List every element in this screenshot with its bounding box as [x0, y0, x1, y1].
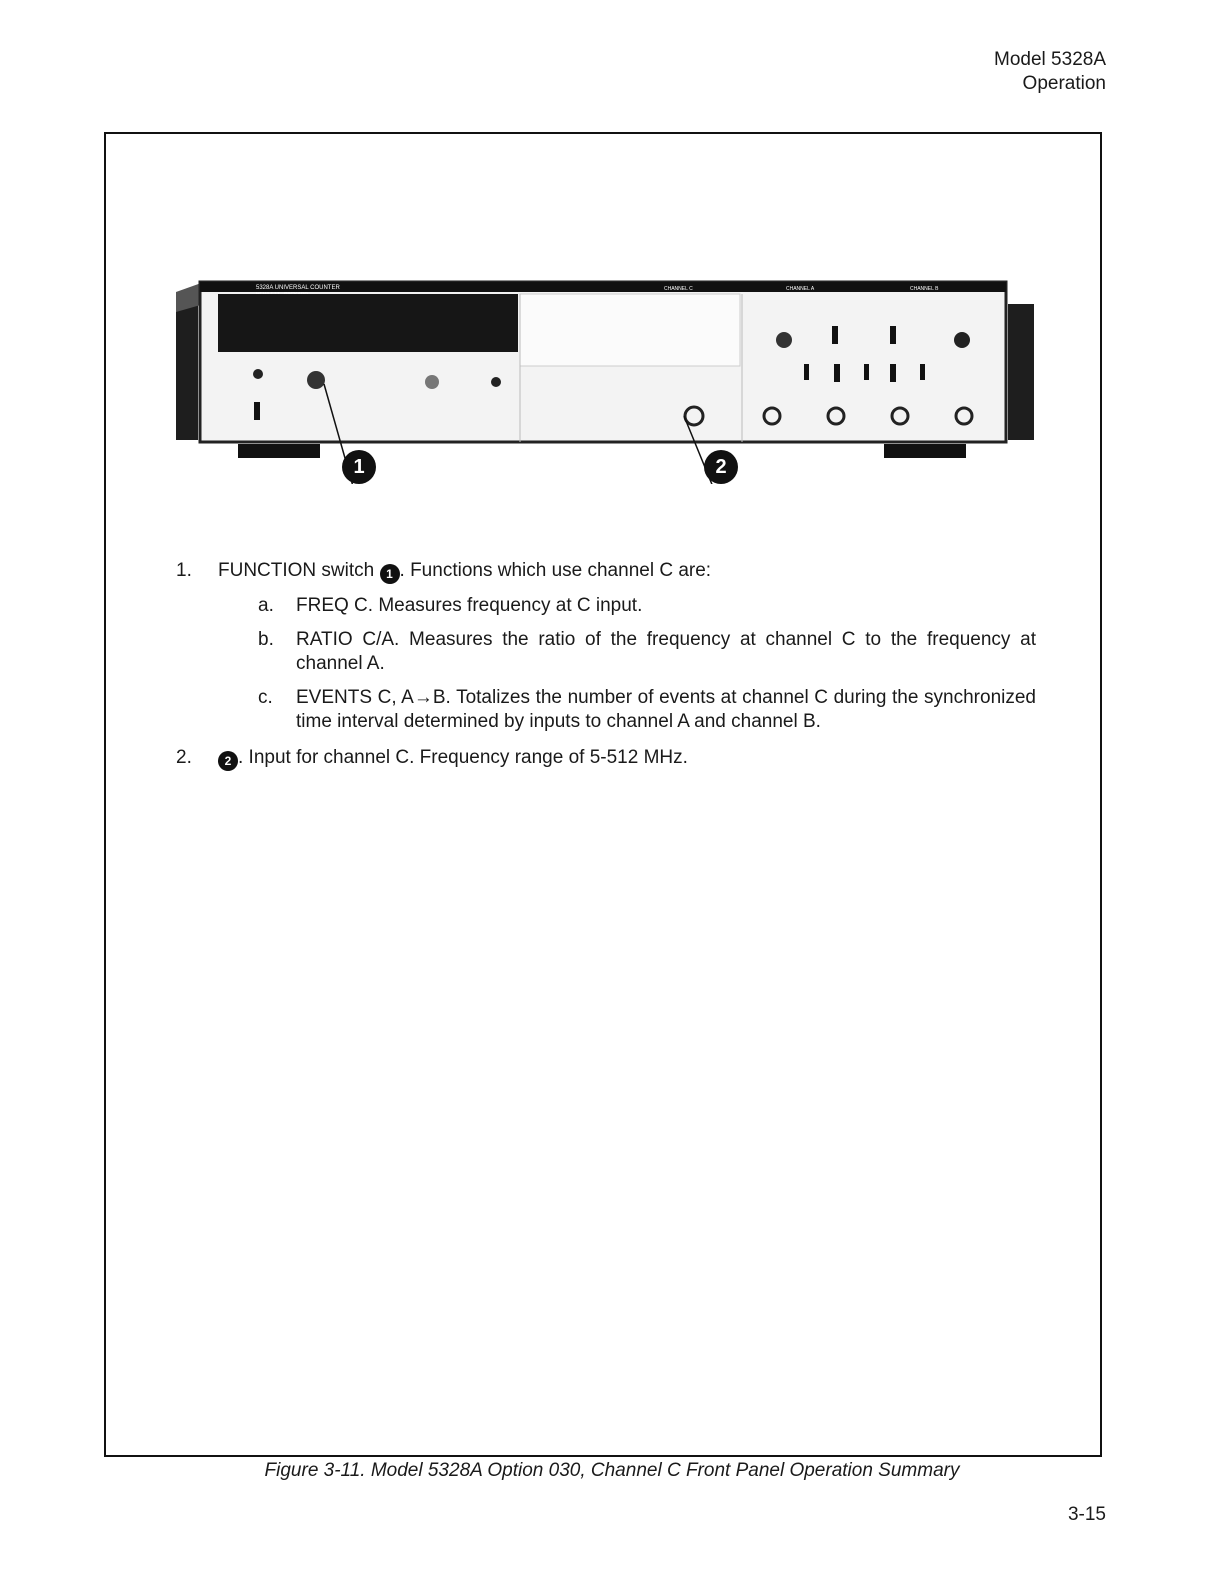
sample-rate-knob	[491, 377, 501, 387]
subitem-letter: c.	[258, 687, 273, 708]
item-number: 2.	[176, 747, 192, 768]
function-knob	[307, 371, 325, 389]
operation-items	[176, 559, 1036, 783]
slide-switch	[832, 326, 838, 344]
channel-c-label: CHANNEL C	[664, 286, 693, 292]
subitem-text: RATIO C/A. Measures the ratio of the frequency at channel C to the frequency at channel A.	[296, 629, 1036, 674]
power-switch	[254, 402, 260, 420]
slide-switch	[890, 326, 896, 344]
subitem-b	[218, 628, 1036, 676]
header-section: Operation	[1022, 73, 1106, 94]
ref-badge: 1	[380, 564, 400, 584]
subitem-text: EVENTS C, A→B. Totalizes the number of events at channel C during the synchronized time interval determined by inputs to channel A and channel B.	[296, 687, 1036, 732]
subitem-text: FREQ C. Measures frequency at C input.	[296, 595, 643, 616]
item-text-pre: FUNCTION switch	[218, 560, 375, 581]
resolution-knob	[425, 375, 439, 389]
item-text-post: . Functions which use channel C are:	[399, 560, 712, 581]
reset-button	[253, 369, 263, 379]
item-2	[176, 746, 1036, 771]
header-model: Model 5328A	[994, 49, 1106, 70]
panel-title-text: 5328A UNIVERSAL COUNTER	[256, 285, 340, 291]
figure-caption: Figure 3-11. Model 5328A Option 030, Channel C Front Panel Operation Summary	[264, 1460, 960, 1481]
callout-2: 2	[704, 450, 738, 484]
callout-1: 1	[342, 450, 376, 484]
item-1	[176, 559, 1036, 734]
slide-switch	[834, 364, 840, 382]
item-number: 1.	[176, 560, 192, 581]
channel-b-label: CHANNEL B	[910, 286, 939, 292]
left-handle	[176, 304, 198, 440]
subitem-a	[218, 594, 1036, 618]
subitem-letter: a.	[258, 595, 274, 616]
channel-a-level-knob	[776, 332, 792, 348]
figure-frame	[104, 132, 1102, 1457]
instrument-photo	[176, 204, 1036, 484]
right-handle	[1008, 304, 1034, 440]
page-number: 3-15	[1067, 1504, 1106, 1525]
blank-center-panel	[520, 294, 740, 366]
ref-badge: 2	[218, 751, 238, 771]
subitem-letter: b.	[258, 629, 274, 650]
slide-switch	[890, 364, 896, 382]
page-header	[994, 48, 1106, 96]
slide-switch	[804, 364, 809, 380]
right-foot	[884, 444, 966, 458]
slide-switch	[920, 364, 925, 380]
display-window	[218, 294, 518, 352]
item-text-post: . Input for channel C. Frequency range of 5-512 MHz.	[238, 747, 688, 768]
channel-b-level-knob	[954, 332, 970, 348]
subitem-c	[218, 686, 1036, 734]
slide-switch	[864, 364, 869, 380]
channel-a-label: CHANNEL A	[786, 286, 815, 292]
left-foot	[238, 444, 320, 458]
